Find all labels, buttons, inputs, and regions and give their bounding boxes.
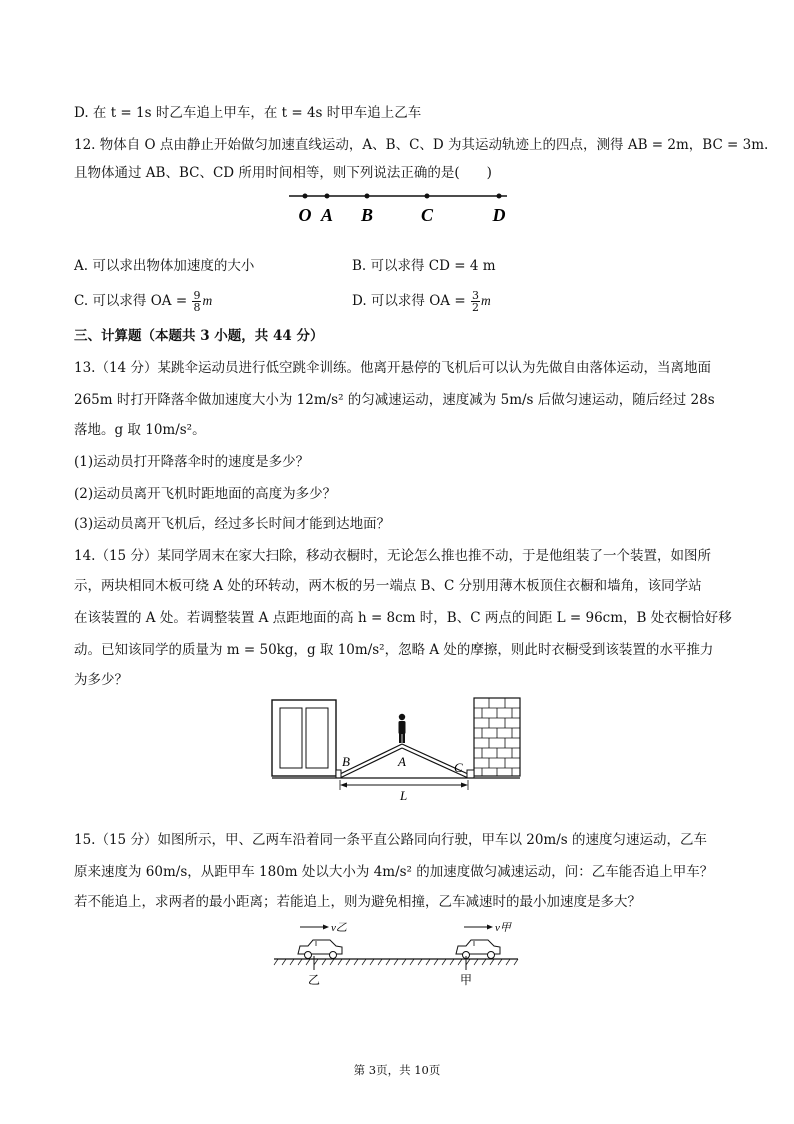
- q13-sub3: (3)运动员离开飞机后，经过多长时间才能到达地面？: [74, 516, 391, 532]
- q15-label-car-yi: 乙: [308, 973, 321, 987]
- q14-line4: 动。已知该同学的质量为 m = 50kg，g 取 10m/s²，忽略 A 处的摩擦，则此时衣橱受到该装置的水平推力: [74, 642, 714, 658]
- q12-option-c-unit: m: [202, 293, 213, 308]
- q13-line3: 落地。g 取 10m/s²。: [74, 422, 206, 438]
- q12-stem-line2: 且物体通过 AB、BC、CD 所用时间相等，则下列说法正确的是( ): [74, 165, 492, 181]
- section3-heading: 三、计算题（本题共 3 小题，共 44 分）: [74, 328, 324, 344]
- q12-point-b: [365, 194, 370, 199]
- q15-label-car-jia: 甲: [460, 973, 473, 987]
- q12-label-a: A: [320, 205, 334, 225]
- q14-wardrobe-door-left: [280, 708, 302, 768]
- q15-label-v-yi: v乙: [331, 922, 347, 934]
- q12-point-c: [425, 194, 430, 199]
- q12-label-d: D: [492, 205, 506, 225]
- q12-label-o: O: [298, 205, 312, 225]
- q12-point-a: [325, 194, 330, 199]
- q12-option-c-prefix: C. 可以求得 OA =: [74, 293, 188, 309]
- q13-line2: 265m 时打开降落伞做加速度大小为 12m/s² 的匀减速运动，速度减为 5m/s 后做匀速运动，随后经过 28s: [74, 392, 715, 408]
- q12-option-b: B. 可以求得 CD = 4 m: [352, 258, 496, 274]
- q12-option-c: [74, 290, 212, 313]
- q15-label-v-jia: v甲: [495, 922, 511, 934]
- q14-label-l: L: [400, 788, 408, 802]
- q12-option-d: [352, 290, 491, 313]
- q14-person-icon: [399, 714, 406, 743]
- q12-option-a: A. 可以求出物体加速度的大小: [74, 258, 255, 274]
- q12-number-line-figure: [285, 188, 515, 228]
- q12-option-d-fraction: [471, 290, 480, 313]
- q15-car-jia-icon: [456, 940, 500, 959]
- q12-label-c: C: [420, 205, 434, 225]
- q14-line5: 为多少？: [74, 672, 128, 688]
- page-footer: 第 3页，共 10页: [353, 1063, 441, 1077]
- q12-option-d-numerator: 3: [471, 289, 479, 302]
- q13-line1: 13.（14 分）某跳伞运动员进行低空跳伞训练。他离开悬停的飞机后可以认为先做自由落体运动，当离地面: [74, 360, 711, 376]
- q12-stem-line1: 12. 物体自 O 点由静止开始做匀加速直线运动，A、B、C、D 为其运动轨迹上的四点，测得 AB = 2m，BC = 3m.: [74, 137, 769, 153]
- q12-option-c-denominator: 8: [193, 301, 201, 314]
- q14-label-b: B: [342, 754, 350, 769]
- q12-point-d: [497, 194, 502, 199]
- q12-option-d-denominator: 2: [471, 301, 479, 314]
- q14-wardrobe-device-figure: [268, 694, 524, 802]
- q15-arrow-jia-head: [487, 925, 493, 930]
- q13-sub1: (1)运动员打开降落伞时的速度是多少？: [74, 454, 310, 470]
- q15-car-yi-icon: [298, 940, 342, 959]
- q15-cars-figure: [272, 916, 522, 990]
- q12-option-d-unit: m: [480, 293, 491, 308]
- q14-brick-wall: [474, 698, 520, 776]
- q15-line1: 15.（15 分）如图所示，甲、乙两车沿着同一条平直公路同向行驶，甲车以 20m/s 的速度匀速运动，乙车: [74, 832, 707, 848]
- q13-sub2: (2)运动员离开飞机时距地面的高度为多少？: [74, 486, 337, 502]
- q14-line1: 14.（15 分）某同学周末在家大扫除，移动衣橱时，无论怎么推也推不动，于是他组装了一个装置，如图所: [74, 548, 711, 564]
- q12-label-b: B: [360, 205, 374, 225]
- q14-label-a: A: [398, 754, 406, 769]
- q15-line2: 原来速度为 60m/s，从距甲车 180m 处以大小为 4m/s² 的加速度做匀减速运动，问：乙车能否追上甲车？: [74, 864, 714, 880]
- q14-line2: 示，两块相同木板可绕 A 处的环转动，两木板的另一端点 B、C 分别用薄木板顶住衣橱和墙角，该同学站: [74, 578, 702, 594]
- q14-dim-arrow-left: [340, 783, 347, 788]
- q14-block-c: [467, 770, 474, 778]
- q12-option-d-prefix: D. 可以求得 OA =: [352, 293, 466, 309]
- q14-wardrobe-door-right: [306, 708, 328, 768]
- q14-block-b: [336, 770, 341, 778]
- q14-dim-arrow-right: [461, 783, 468, 788]
- q15-line3: 若不能追上，求两者的最小距离；若能追上，则为避免相撞，乙车减速时的最小加速度是多大？: [74, 894, 641, 910]
- q15-arrow-yi-head: [323, 925, 329, 930]
- q14-label-c: C: [454, 760, 463, 775]
- q12-option-c-numerator: 9: [193, 289, 201, 302]
- q14-line3: 在该装置的 A 处。若调整装置 A 点距地面的高 h = 8cm 时，B、C 两点的间距 L = 96cm，B 处衣橱恰好移: [74, 610, 732, 626]
- q12-option-c-fraction: [192, 290, 201, 313]
- q12-point-o: [303, 194, 308, 199]
- q15-road-hatching: [274, 959, 518, 965]
- q11-option-d: D. 在 t = 1s 时乙车追上甲车，在 t = 4s 时甲车追上乙车: [74, 105, 422, 121]
